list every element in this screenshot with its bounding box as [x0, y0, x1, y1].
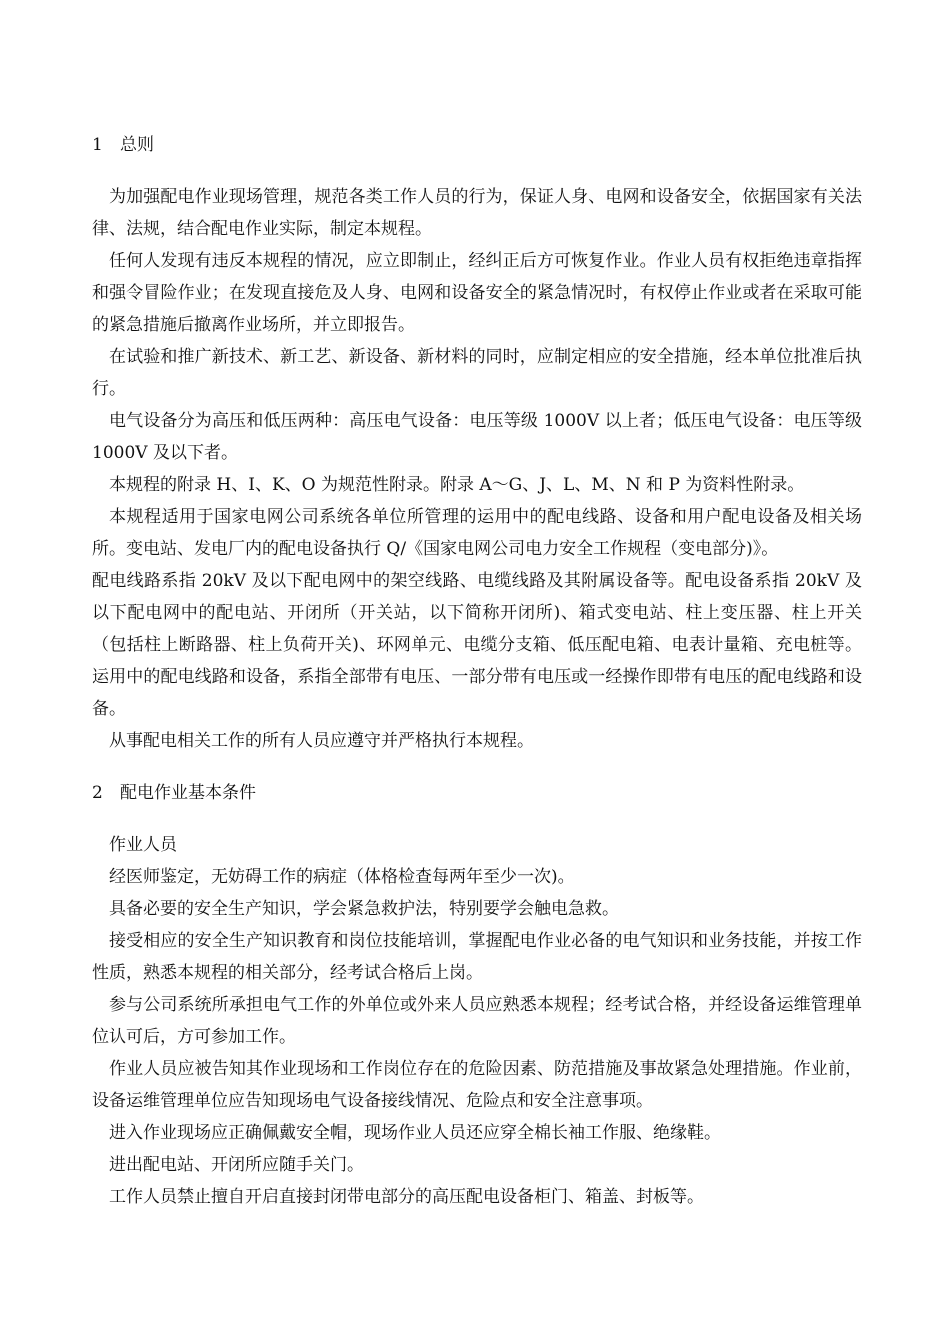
paragraph: 本规程的附录 H、I、K、O 为规范性附录。附录 A～G、J、L、M、N 和 P 为资料性附录。: [109, 475, 805, 495]
paragraph: 本规程适用于国家电网公司系统各单位所管理的运用中的配电线路、设备和用户配电设备及相关场所。变电站、发电厂内的配电设备执行 Q/《国家电网公司电力安全工作规程（变电部分)》。: [92, 507, 862, 559]
paragraph: 接受相应的安全生产知识教育和岗位技能培训，掌握配电作业必备的电气知识和业务技能，并按工作性质，熟悉本规程的相关部分，经考试合格后上岗。: [92, 931, 862, 983]
paragraph: 从事配电相关工作的所有人员应遵守并严格执行本规程。: [109, 731, 534, 751]
paragraph: 在试验和推广新技术、新工艺、新设备、新材料的同时，应制定相应的安全措施，经本单位批准后执行。: [92, 347, 862, 399]
paragraph: 参与公司系统所承担电气工作的外单位或外来人员应熟悉本规程；经考试合格，并经设备运维管理单位认可后，方可参加工作。: [92, 995, 862, 1047]
paragraph: 具备必要的安全生产知识，学会紧急救护法，特别要学会触电急救。: [109, 899, 619, 919]
section-number: 2: [92, 783, 103, 803]
paragraph: 配电线路系指 20kV 及以下配电网中的架空线路、电缆线路及其附属设备等。配电设备系指 20kV 及以下配电网中的配电站、开闭所（开关站，以下简称开闭所)、箱式变电站、柱上变压器、柱上开关（包括柱上断路器、柱上负荷开关)、环网单元、电缆分支箱、低压配电箱、电表计量箱、充电桩等。运用中的配电线路和设备，系指全部带有电压、一部分带有电压或一经操作即带有电压的配电线路和设备。: [92, 571, 862, 719]
section-number: 1: [92, 135, 103, 155]
paragraph: 任何人发现有违反本规程的情况，应立即制止，经纠正后方可恢复作业。作业人员有权拒绝违章指挥和强令冒险作业；在发现直接危及人身、电网和设备安全的紧急情况时，有权停止作业或者在采取可能的紧急措施后撤离作业场所，并立即报告。: [92, 251, 862, 335]
paragraph: 经医师鉴定，无妨碍工作的病症（体格检查每两年至少一次)。: [109, 867, 575, 887]
section-title: 总则: [120, 135, 154, 155]
document-body: [92, 129, 862, 1213]
paragraph: 进出配电站、开闭所应随手关门。: [109, 1155, 364, 1175]
paragraph: 进入作业现场应正确佩戴安全帽，现场作业人员还应穿全棉长袖工作服、绝缘鞋。: [109, 1123, 721, 1143]
paragraph: 为加强配电作业现场管理，规范各类工作人员的行为，保证人身、电网和设备安全，依据国家有关法律、法规，结合配电作业实际，制定本规程。: [92, 187, 862, 239]
section-heading-basic-conditions: [92, 777, 862, 809]
section-title: 配电作业基本条件: [120, 783, 256, 803]
paragraph: 电气设备分为高压和低压两种：高压电气设备：电压等级 1000V 以上者；低压电气设备：电压等级 1000V 及以下者。: [92, 411, 862, 463]
paragraph: 作业人员应被告知其作业现场和工作岗位存在的危险因素、防范措施及事故紧急处理措施。作业前，设备运维管理单位应告知现场电气设备接线情况、危险点和安全注意事项。: [92, 1059, 862, 1111]
section-heading-general: [92, 129, 862, 161]
subheading-personnel: 作业人员: [109, 835, 177, 855]
paragraph: 工作人员禁止擅自开启直接封闭带电部分的高压配电设备柜门、箱盖、封板等。: [109, 1187, 704, 1207]
